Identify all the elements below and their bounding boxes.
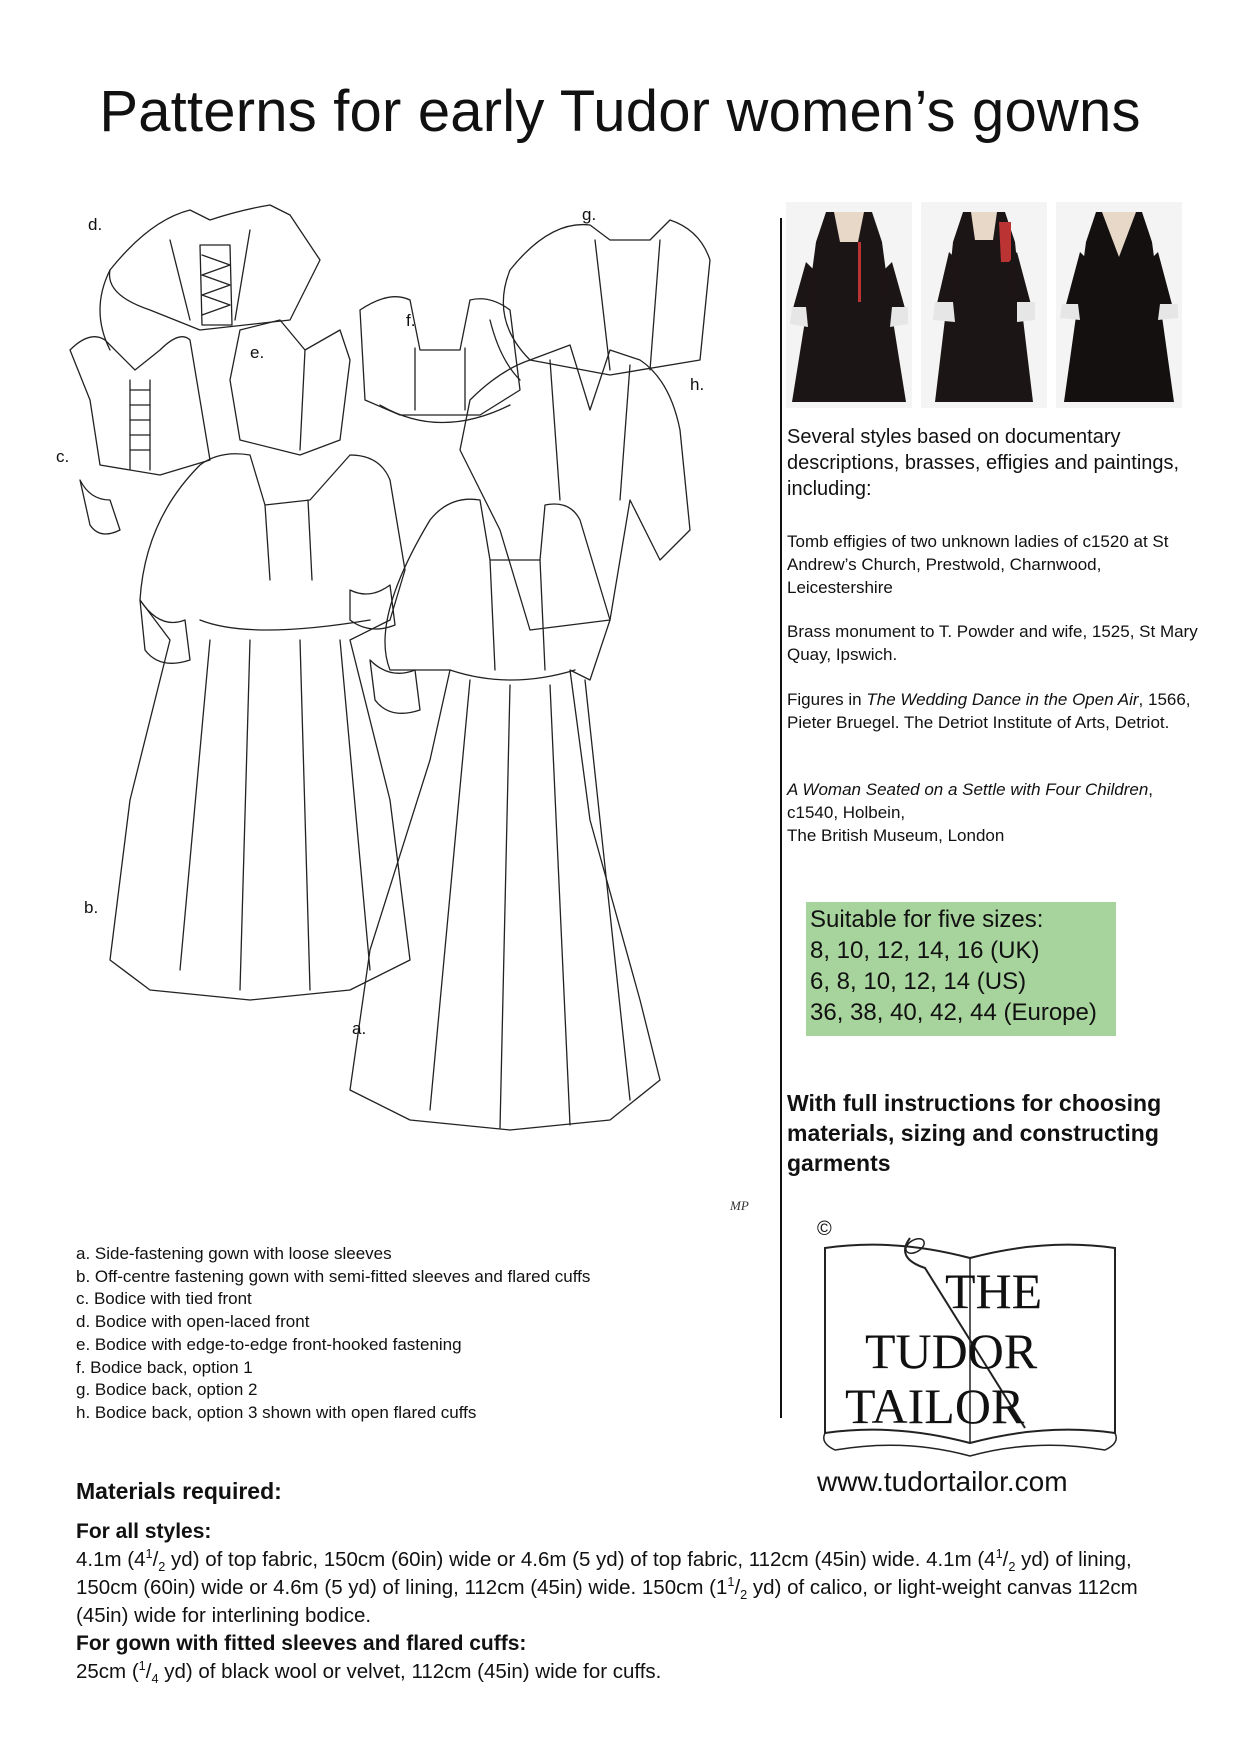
gown-photo-3 [1056, 202, 1182, 408]
legend-item-g: g. Bodice back, option 2 [76, 1380, 258, 1400]
copyright-symbol: © [817, 1218, 832, 1240]
bodice-h-drawing [460, 345, 690, 630]
legend-item-b: b. Off-centre fastening gown with semi-fitted sleeves and flared cuffs [76, 1266, 591, 1286]
page-title: Patterns for early Tudor women’s gowns [99, 79, 1141, 144]
gown-photos [786, 202, 1182, 408]
source-holbein [787, 778, 1207, 847]
materials-heading: Materials required: [76, 1478, 282, 1504]
materials-all-styles-text: 4.1m ($4^1/_2$ yd) of top fabric, 150cm (60in) wide or 4.6m (5 yd) of top fabric, 112cm (45in) wide. 4.1m ($4^1/_2$ yd) of lining, 150cm (60in) wide or 4.6m (5 yd) of lining, 112cm (45in) wide. 150cm ($1^1/_2$ yd) of calico, or light-weight canvas 112cm (45in) wide for interlining bodice. [76, 1546, 1138, 1627]
legend-item-e: e. Bodice with edge-to-edge front-hooked fastening [76, 1334, 462, 1354]
legend-item-h: h. Bodice back, option 3 shown with open flared cuffs [76, 1402, 477, 1422]
illustration-label-g: g. [582, 205, 597, 224]
materials-cuffs-heading: For gown with fitted sleeves and flared cuffs: [76, 1632, 527, 1655]
mat-frac-num-3: 1 [727, 1574, 735, 1590]
sizes-us: 6, 8, 10, 12, 14 (US) [810, 968, 1027, 995]
gown-photo-1 [786, 202, 912, 408]
source-holbein-title: A Woman Seated on a Settle with Four Children [787, 780, 1149, 799]
gown-photo-2 [921, 202, 1047, 408]
mat-frac-den-3: 2 [740, 1587, 748, 1603]
source-bruegel-post: , 1566, Pieter Bruegel. The Detriot Institute of Arts, Detriot. [787, 690, 1191, 732]
gown-pattern-illustration [50, 200, 770, 1230]
source-ipswich-brass: Brass monument to T. Powder and wife, 1525, St Mary Quay, Ipswich. [787, 622, 1198, 664]
illustration-signature: MP [730, 1198, 749, 1213]
sizes-heading: Suitable for five sizes: [810, 906, 1044, 933]
mat-cuff-frac-num: 1 [138, 1658, 146, 1674]
bodice-e-drawing [230, 320, 350, 455]
illustration-label-h: h. [690, 375, 705, 394]
mat-frac-num-2: 1 [995, 1546, 1003, 1562]
mat-text-1: 4.1m (4 [76, 1548, 146, 1571]
source-prestwold: Tomb effigies of two unknown ladies of c1520 at St Andrew’s Church, Prestwold, Charnwood, Leicestershire [787, 532, 1169, 597]
instructions-note: With full instructions for choosing materials, sizing and constructing garments [787, 1090, 1162, 1176]
gown-b-drawing [110, 454, 410, 1000]
bodice-c-drawing [70, 337, 210, 534]
materials-all-styles-heading: For all styles: [76, 1520, 212, 1543]
logo-word-the: THE [945, 1263, 1043, 1319]
column-divider [780, 218, 782, 1418]
source-holbein-post: , c1540, Holbein, [787, 780, 1154, 822]
pattern-legend [76, 1243, 776, 1425]
mat-frac-den-2: 2 [1008, 1559, 1016, 1575]
website-link[interactable]: www.tudortailor.com [817, 1466, 1068, 1497]
mat-text-2: yd) of top fabric, 150cm (60in) wide or 4.6m (5 yd) of top fabric, 112cm (45in) wide. 4.1m (4 [165, 1548, 996, 1571]
illustration-label-c: c. [56, 447, 70, 466]
mat-frac-num-1: 1 [145, 1546, 153, 1562]
sizes-box [806, 902, 1116, 1036]
illustration-label-b: b. [84, 898, 99, 917]
gown-a-drawing [350, 499, 660, 1130]
source-bruegel [787, 688, 1207, 734]
illustration-label-a: a. [352, 1019, 367, 1038]
mat-frac-den-1: 2 [158, 1559, 166, 1575]
illustration-label-f: f. [406, 311, 416, 330]
mat-text-3: yd) of lining, 150cm (60in) wide or 4.6m (5 yd) of lining, 112cm (45in) wide. 150cm (1 [76, 1548, 1132, 1599]
legend-item-d: d. Bodice with open-laced front [76, 1312, 310, 1332]
legend-item-f: f. Bodice back, option 1 [76, 1357, 253, 1377]
logo-word-tailor: TAILOR [845, 1378, 1025, 1434]
legend-item-c: c. Bodice with tied front [76, 1289, 252, 1309]
source-bruegel-pre: Figures in [787, 690, 867, 709]
source-bruegel-title: The Wedding Dance in the Open Air [866, 690, 1139, 709]
sizes-uk: 8, 10, 12, 14, 16 (UK) [810, 937, 1040, 964]
tudor-tailor-logo [815, 1228, 1125, 1458]
materials-cuffs-text: 25cm ($^1/_4$ yd) of black wool or velvet, 112cm (45in) wide for cuffs. [76, 1658, 662, 1687]
illustration-label-e: e. [250, 343, 265, 362]
bodice-f-drawing [360, 297, 520, 423]
logo-word-tudor: TUDOR [865, 1323, 1038, 1379]
intro-text: Several styles based on documentary descriptions, brasses, effigies and paintings, including: [787, 426, 1180, 500]
sizes-eu: 36, 38, 40, 42, 44 (Europe) [810, 999, 1097, 1026]
legend-item-a: a. Side-fastening gown with loose sleeves [76, 1244, 392, 1263]
mat-cuff-frac-den: 4 [151, 1671, 159, 1687]
illustration-label-d: d. [88, 215, 103, 234]
mat-cuff-text-2: yd) of black wool or velvet, 112cm (45in) wide for cuffs. [158, 1660, 662, 1683]
mat-text-4: yd) of calico, or light-weight canvas 112cm (45in) wide for interlining bodice. [76, 1576, 1138, 1627]
mat-cuff-text-1: 25cm ( [76, 1660, 139, 1683]
source-holbein-museum: The British Museum, London [787, 826, 1005, 845]
bodice-g-drawing [490, 220, 710, 380]
